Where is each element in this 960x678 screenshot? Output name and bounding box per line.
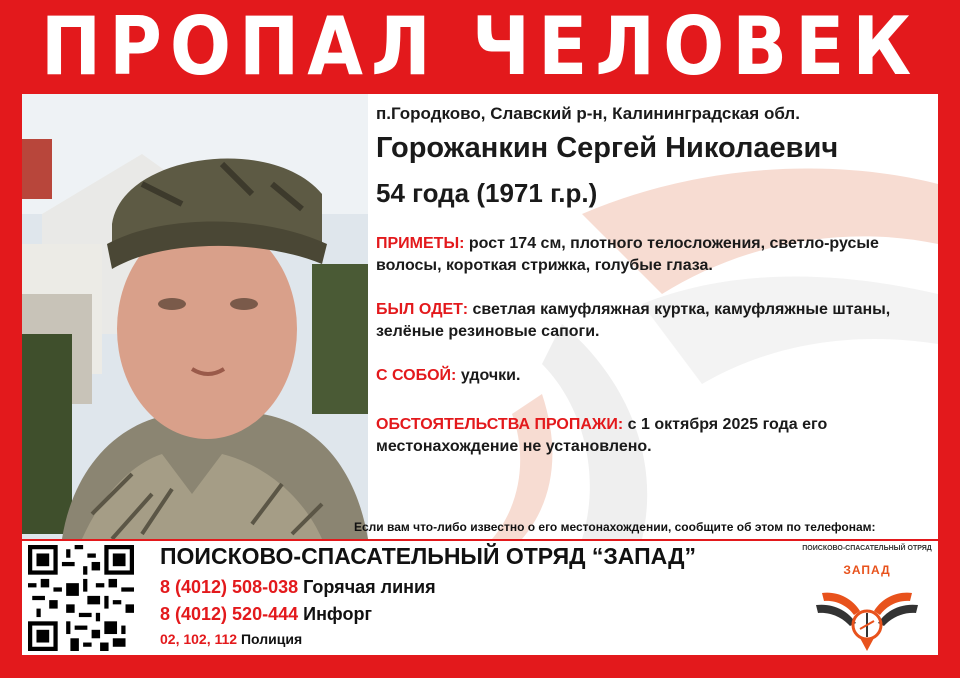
missing-person-photo (22, 94, 368, 539)
signs-paragraph (376, 233, 936, 277)
police-numbers-line (160, 631, 302, 647)
phone-desc: Инфорг (303, 604, 372, 624)
qr-code-icon[interactable] (28, 545, 134, 651)
footer-panel (22, 541, 938, 655)
police-numbers[interactable]: 02, 102, 112 (160, 631, 238, 647)
person-name: Горожанкин Сергей Николаевич (376, 132, 839, 164)
logo-org-text: ПОИСКОВО-СПАСАТЕЛЬНЫЙ ОТРЯД (802, 545, 932, 552)
circumstances-paragraph (376, 414, 936, 458)
police-desc: Полиция (240, 631, 303, 647)
headline: ПРОПАЛ ЧЕЛОВЕК (40, 0, 920, 94)
person-age: 54 года (1971 г.р.) (376, 178, 598, 208)
clothes-label: БЫЛ ОДЕТ: (376, 301, 469, 318)
with-text: удочки. (460, 367, 521, 384)
circumstances-text: с 1 октября 2025 года его местонахождение не установлено. (376, 416, 828, 455)
wings-compass-icon (802, 543, 932, 653)
with-label: С СОБОЙ: (376, 367, 457, 384)
clothes-text: светлая камуфляжная куртка, камуфляжные штаны, зелёные резиновые сапоги. (376, 301, 891, 340)
logo-name: ЗАПАД (843, 563, 891, 577)
clothes-paragraph (376, 299, 936, 343)
signs-text: рост 174 см, плотного телосложения, светло-русые волосы, короткая стрижка, голубые глаза. (376, 235, 879, 274)
phone-number[interactable]: 8 (4012) 508-038 (160, 577, 299, 597)
circumstances-label: ОБСТОЯТЕЛЬСТВА ПРОПАЖИ: (376, 416, 624, 433)
contact-prompt: Если вам что-либо известно о его местонахождении, сообщите об этом по телефонам: (354, 520, 876, 534)
org-logo (802, 543, 932, 653)
info-panel (22, 94, 938, 539)
phone-hotline (160, 577, 436, 598)
phone-desc: Горячая линия (303, 577, 436, 597)
location-text: п.Городково, Славский р-н, Калининградская обл. (376, 104, 800, 123)
phone-inforg (160, 604, 372, 625)
with-paragraph (376, 365, 936, 387)
signs-label: ПРИМЕТЫ: (376, 235, 465, 252)
org-name: ПОИСКОВО-СПАСАТЕЛЬНЫЙ ОТРЯД “ЗАПАД” (160, 543, 696, 569)
phone-number[interactable]: 8 (4012) 520-444 (160, 604, 299, 624)
